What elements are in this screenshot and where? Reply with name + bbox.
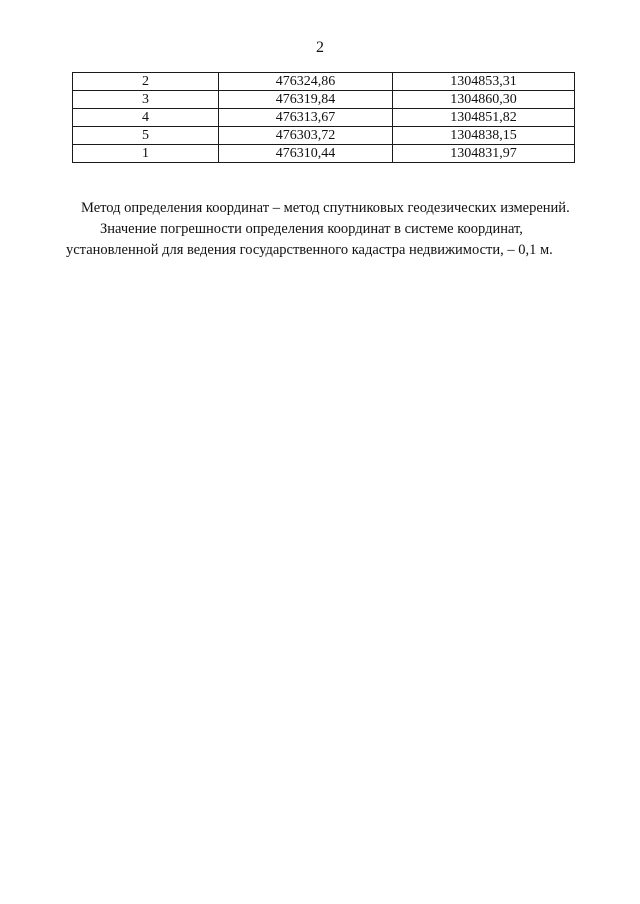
table-row: [73, 145, 575, 163]
y-coordinate-cell: 1304838,15: [393, 127, 575, 145]
y-coordinate-cell: 1304831,97: [393, 145, 575, 163]
table-row: [73, 109, 575, 127]
point-number-cell: 2: [73, 73, 219, 91]
x-coordinate-cell: 476319,84: [219, 91, 393, 109]
table-row: [73, 127, 575, 145]
accuracy-paragraph-line-2: установленной для ведения государственного кадастра недвижимости, – 0,1 м.: [66, 242, 553, 258]
y-coordinate-cell: 1304851,82: [393, 109, 575, 127]
table-row: [73, 91, 575, 109]
point-number-cell: 4: [73, 109, 219, 127]
point-number-cell: 3: [73, 91, 219, 109]
coordinates-table: [72, 72, 575, 163]
x-coordinate-cell: 476303,72: [219, 127, 393, 145]
y-coordinate-cell: 1304860,30: [393, 91, 575, 109]
y-coordinate-cell: 1304853,31: [393, 73, 575, 91]
point-number-cell: 1: [73, 145, 219, 163]
page-number: 2: [316, 39, 324, 56]
x-coordinate-cell: 476310,44: [219, 145, 393, 163]
point-number-cell: 5: [73, 127, 219, 145]
accuracy-paragraph-line-1: Значение погрешности определения координат в системе координат,: [100, 221, 523, 237]
x-coordinate-cell: 476313,67: [219, 109, 393, 127]
table-row: [73, 73, 575, 91]
x-coordinate-cell: 476324,86: [219, 73, 393, 91]
method-paragraph: Метод определения координат – метод спутниковых геодезических измерений.: [81, 200, 570, 216]
